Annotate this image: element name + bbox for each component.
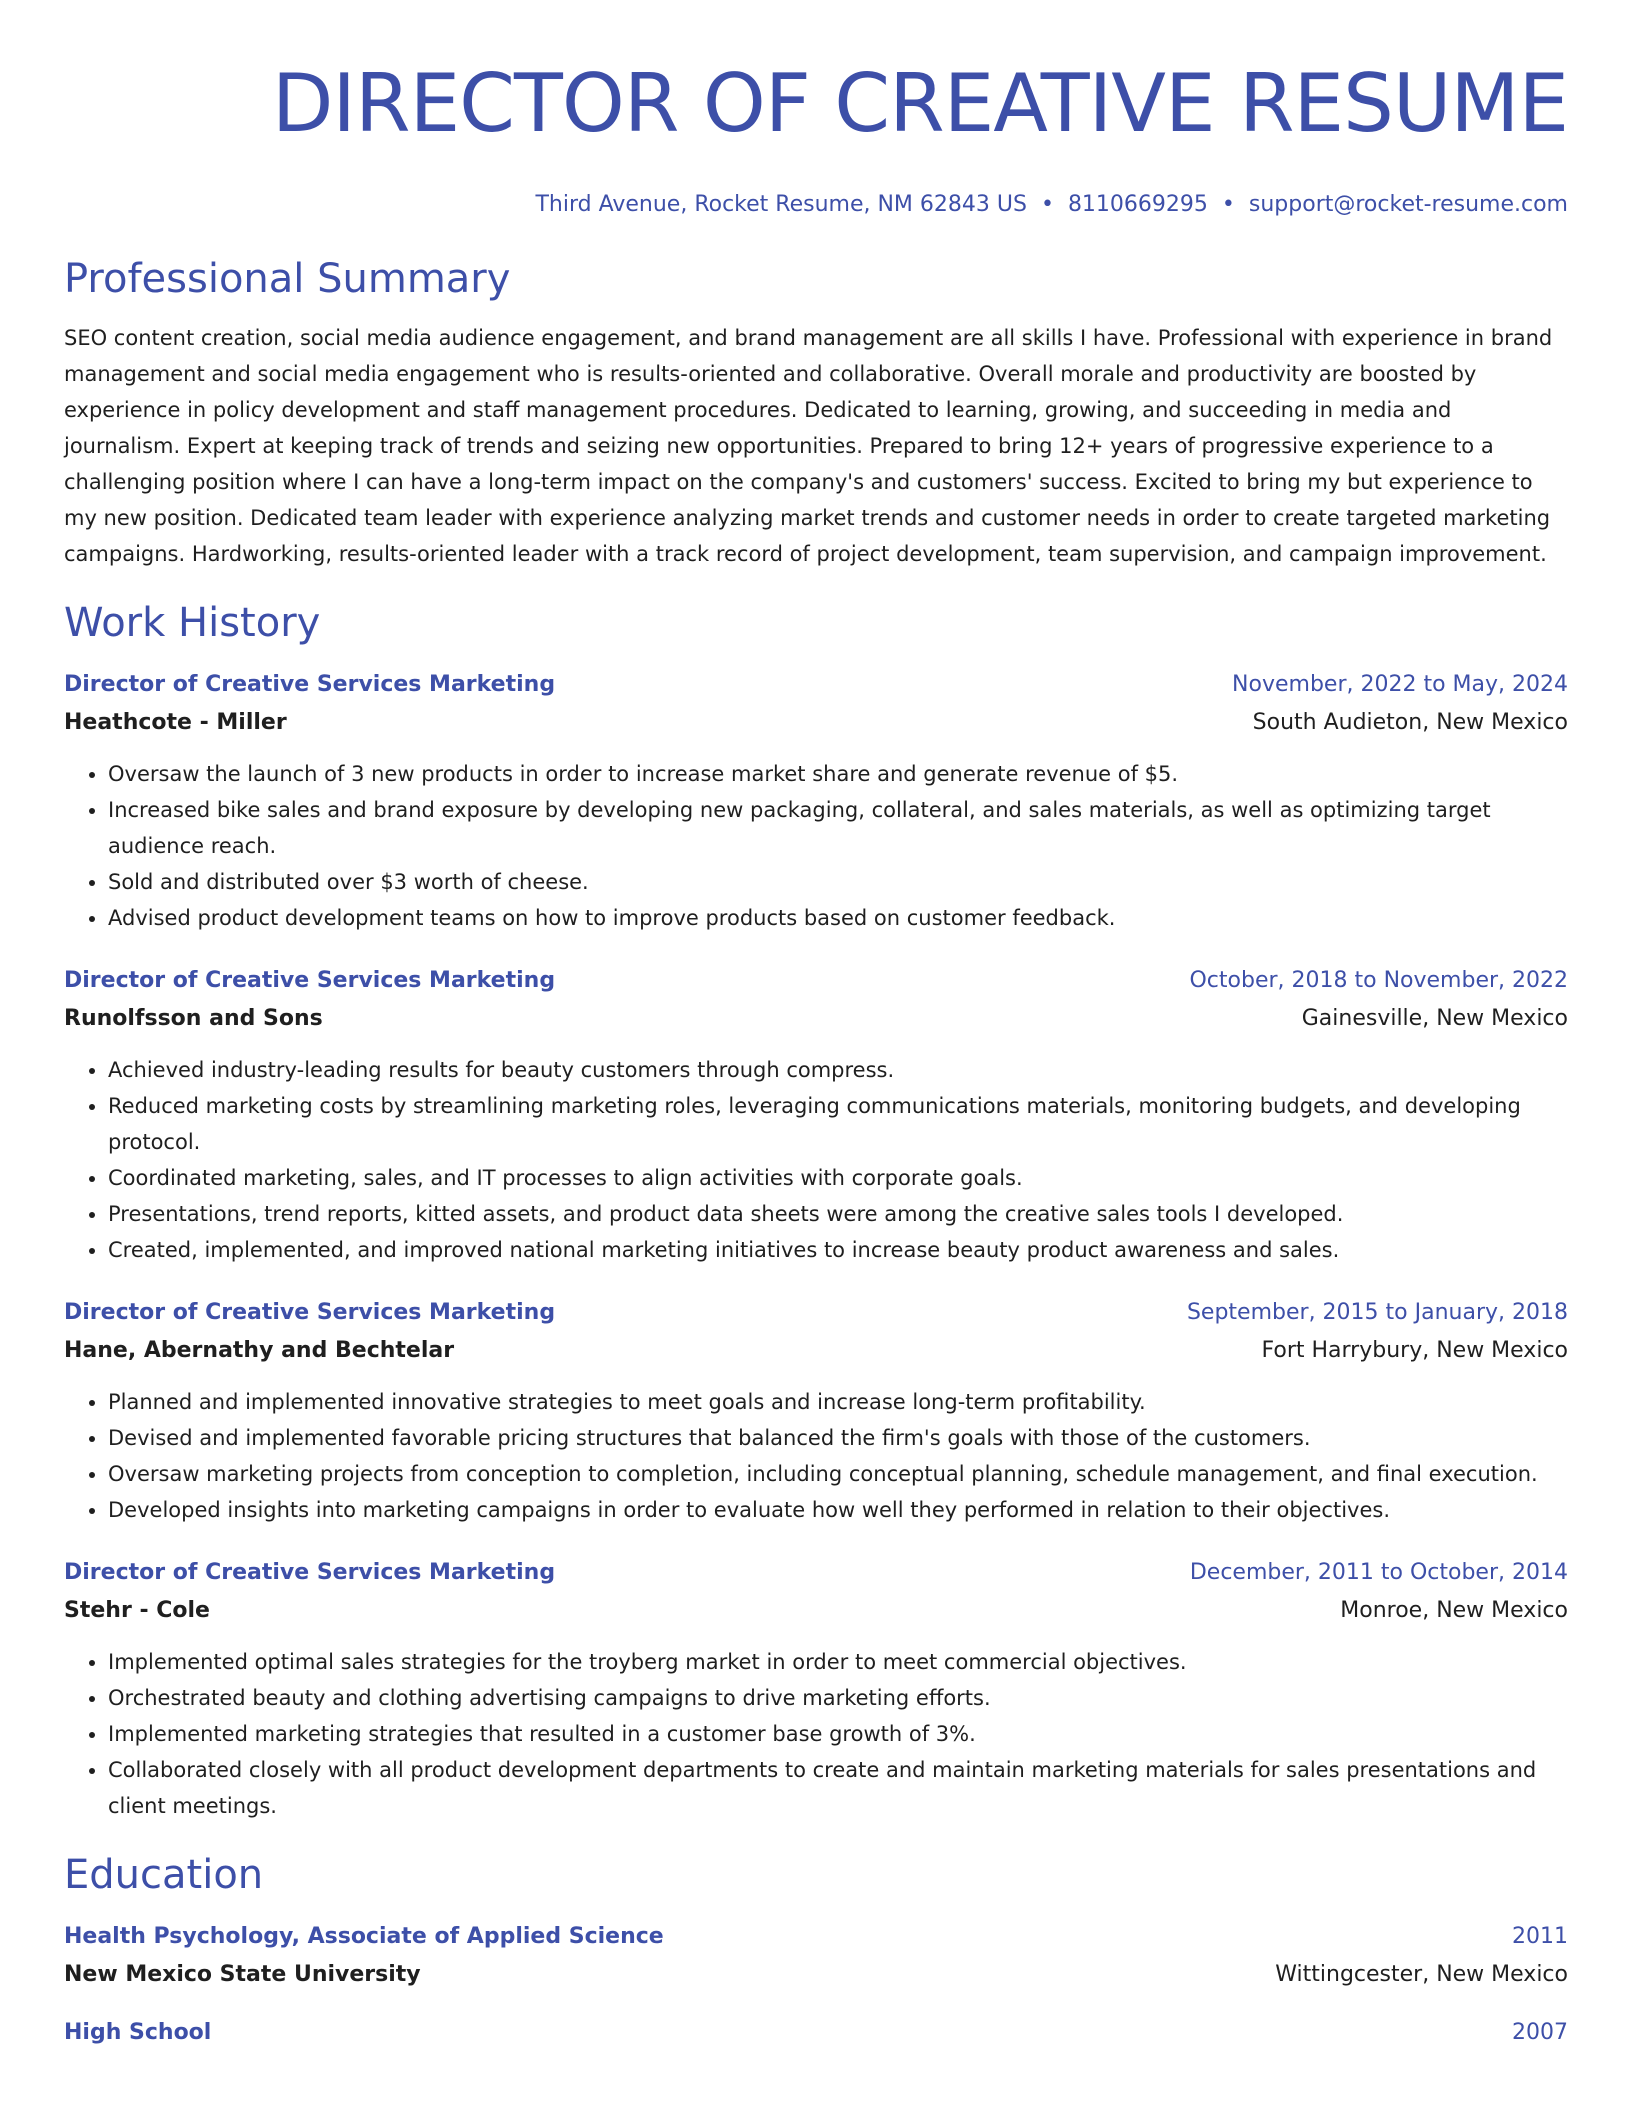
education-degree: Health Psychology, Associate of Applied Science bbox=[64, 1924, 664, 1949]
education-entry bbox=[64, 2018, 1568, 2048]
education-header-row bbox=[64, 2018, 1568, 2048]
education-entry bbox=[64, 1922, 1568, 1990]
job-company: Stehr - Cole bbox=[64, 1598, 210, 1623]
job-bullet: • Collaborated closely with all product development departments to create and maintain marketing materials for sales presentations and client meetings. bbox=[108, 1752, 1568, 1824]
job-bullet: • Coordinated marketing, sales, and IT processes to align activities with corporate goals. bbox=[108, 1160, 1568, 1196]
job-location: Monroe, New Mexico bbox=[1340, 1598, 1568, 1623]
education-year: 2007 bbox=[1512, 2020, 1568, 2045]
job-header-row bbox=[64, 966, 1568, 996]
education-heading: Education bbox=[64, 1852, 264, 1898]
job-bullet: • Increased bike sales and brand exposure by developing new packaging, collateral, and sales materials, as well as optimizing target audience reach. bbox=[108, 792, 1568, 864]
job-bullet: • Sold and distributed over $3 worth of cheese. bbox=[108, 864, 1568, 900]
education-header-row bbox=[64, 1922, 1568, 1952]
separator-dot: • bbox=[1040, 192, 1054, 217]
job-bullets bbox=[64, 1644, 1568, 1824]
job-company: Hane, Abernathy and Bechtelar bbox=[64, 1338, 455, 1363]
job-bullet: • Created, implemented, and improved national marketing initiatives to increase beauty product awareness and sales. bbox=[108, 1232, 1568, 1268]
job-bullets bbox=[64, 1052, 1568, 1268]
job-company: Runolfsson and Sons bbox=[64, 1006, 323, 1031]
education-degree: High School bbox=[64, 2020, 212, 2045]
job-bullet: • Achieved industry-leading results for beauty customers through compress. bbox=[108, 1052, 1568, 1088]
job-role: Director of Creative Services Marketing bbox=[64, 1300, 556, 1325]
resume-title: DIRECTOR OF CREATIVE RESUME bbox=[271, 57, 1568, 150]
job-header-row bbox=[64, 1558, 1568, 1588]
job-role: Director of Creative Services Marketing bbox=[64, 968, 556, 993]
job-header-row bbox=[64, 1298, 1568, 1328]
job-dates: September, 2015 to January, 2018 bbox=[1186, 1300, 1568, 1325]
job-company-row bbox=[64, 1004, 1568, 1034]
job-company-row bbox=[64, 708, 1568, 738]
job-bullet: • Implemented marketing strategies that resulted in a customer base growth of 3%. bbox=[108, 1716, 1568, 1752]
job-company-row bbox=[64, 1596, 1568, 1626]
work-history-heading: Work History bbox=[64, 600, 321, 646]
summary-heading: Professional Summary bbox=[64, 256, 511, 302]
job-bullet: • Oversaw marketing projects from conception to completion, including conceptual planning, schedule management, and final execution. bbox=[108, 1456, 1568, 1492]
phone: 8110669295 bbox=[1067, 192, 1208, 217]
address: Third Avenue, Rocket Resume, NM 62843 US bbox=[535, 192, 1027, 217]
job-location: South Audieton, New Mexico bbox=[1252, 710, 1568, 735]
education-year: 2011 bbox=[1512, 1924, 1568, 1949]
job-bullet: • Devised and implemented favorable pricing structures that balanced the firm's goals with those of the customers. bbox=[108, 1420, 1568, 1456]
job-bullet: • Reduced marketing costs by streamlining marketing roles, leveraging communications materials, monitoring budgets, and developing protocol. bbox=[108, 1088, 1568, 1160]
job-bullet: • Implemented optimal sales strategies for the troyberg market in order to meet commercial objectives. bbox=[108, 1644, 1568, 1680]
education-school-row bbox=[64, 1960, 1568, 1990]
job-bullets bbox=[64, 756, 1568, 936]
job-bullet: • Advised product development teams on how to improve products based on customer feedback. bbox=[108, 900, 1568, 936]
job-bullets bbox=[64, 1384, 1568, 1528]
separator-dot: • bbox=[1221, 192, 1235, 217]
job-company-row bbox=[64, 1336, 1568, 1366]
job-role: Director of Creative Services Marketing bbox=[64, 672, 556, 697]
contact-line bbox=[64, 190, 1568, 220]
job-company: Heathcote - Miller bbox=[64, 710, 287, 735]
job-entry bbox=[64, 966, 1568, 1268]
job-bullet: • Oversaw the launch of 3 new products in order to increase market share and generate revenue of $5. bbox=[108, 756, 1568, 792]
job-dates: November, 2022 to May, 2024 bbox=[1232, 672, 1568, 697]
job-location: Gainesville, New Mexico bbox=[1301, 1006, 1568, 1031]
job-bullet: • Developed insights into marketing campaigns in order to evaluate how well they performed in relation to their objectives. bbox=[108, 1492, 1568, 1528]
job-bullet: • Orchestrated beauty and clothing advertising campaigns to drive marketing efforts. bbox=[108, 1680, 1568, 1716]
job-dates: October, 2018 to November, 2022 bbox=[1189, 968, 1568, 993]
job-bullet: • Planned and implemented innovative strategies to meet goals and increase long-term profitability. bbox=[108, 1384, 1568, 1420]
job-dates: December, 2011 to October, 2014 bbox=[1189, 1560, 1568, 1585]
summary-text: SEO content creation, social media audience engagement, and brand management are all skills I have. Professional with experience in brand management and social media engagement who is results-oriented and collaborative. Overall morale and productivity are boosted by experience in policy development and staff management procedures. Dedicated to learning, growing, and succeeding in media and journalism. Expert at keeping track of trends and seizing new opportunities. Prepared to bring 12+ years of progressive experience to a challenging position where I can have a long-term impact on the company's and customers' success. Excited to bring my but experience to my new position. Dedicated team leader with experience analyzing market trends and customer needs in order to create targeted marketing campaigns. Hardworking, results-oriented leader with a track record of project development, team supervision, and campaign improvement. bbox=[64, 326, 1553, 566]
job-header-row bbox=[64, 670, 1568, 700]
job-entry bbox=[64, 1298, 1568, 1528]
job-entry bbox=[64, 670, 1568, 936]
education-school: New Mexico State University bbox=[64, 1962, 421, 1987]
email-link[interactable]: support@rocket-resume.com bbox=[1248, 192, 1568, 217]
job-bullet: • Presentations, trend reports, kitted assets, and product data sheets were among the creative sales tools I developed. bbox=[108, 1196, 1568, 1232]
job-location: Fort Harrybury, New Mexico bbox=[1261, 1338, 1568, 1363]
job-role: Director of Creative Services Marketing bbox=[64, 1560, 556, 1585]
job-entry bbox=[64, 1558, 1568, 1824]
education-location: Wittingcester, New Mexico bbox=[1275, 1962, 1568, 1987]
